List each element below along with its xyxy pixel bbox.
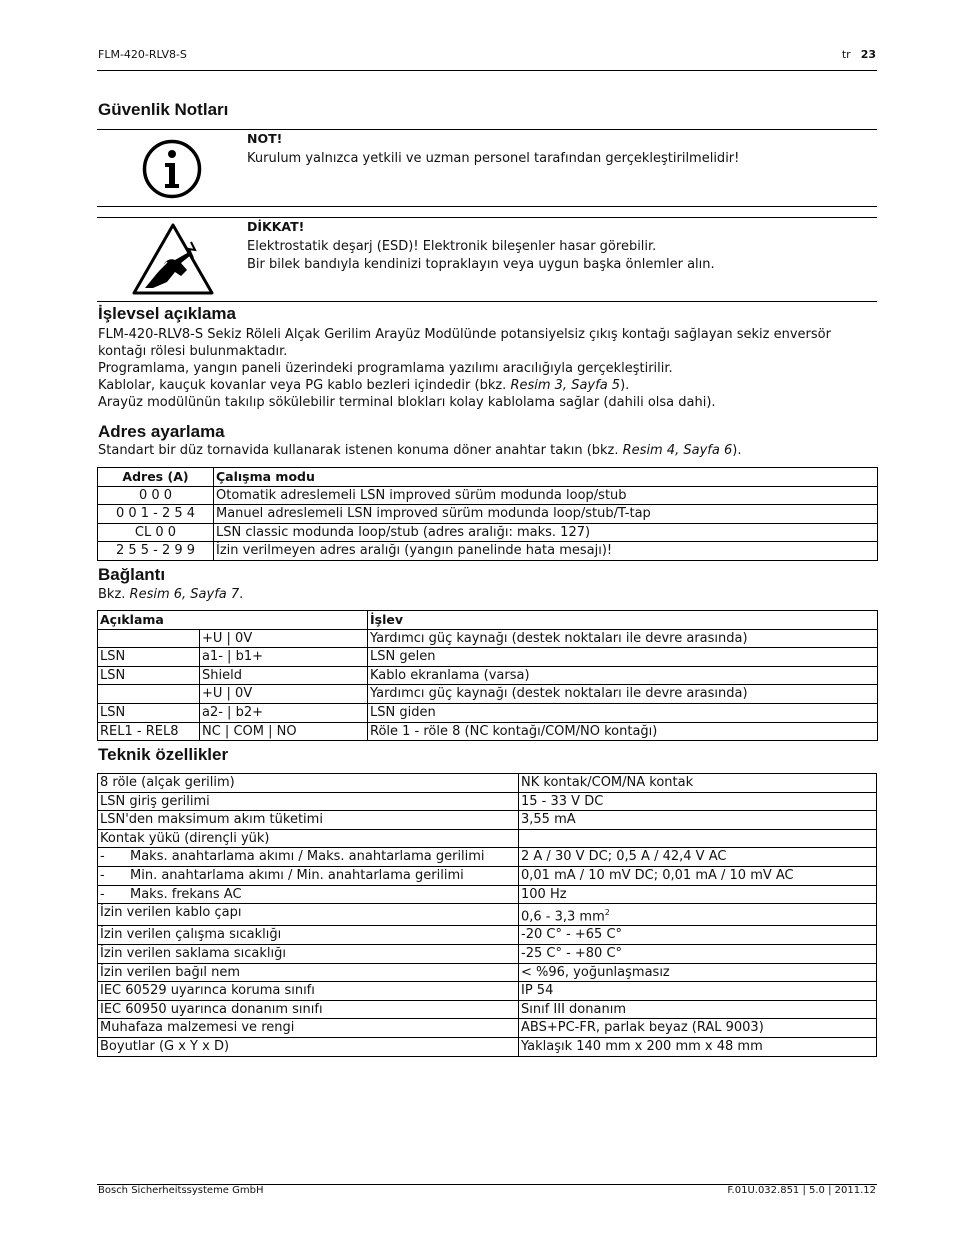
table-row [98,685,878,704]
header-lang: tr [841,48,851,61]
table-row [98,829,877,848]
spec-value: -25 C° - +80 C° [521,946,623,962]
cell: 0 0 1 - 2 5 4 [98,505,214,524]
spec-value: -20 C° - +65 C° [521,927,623,943]
spec-label: İzin verilen bağıl nem [100,964,240,980]
cell: REL1 - REL8 [98,722,200,741]
spec-label: Maks. frekans AC [130,886,242,902]
table-row [98,1038,877,1057]
column-header: Açıklama [98,611,368,630]
table-row [98,666,878,685]
spec-label-cell [98,963,519,982]
table-row [98,523,878,542]
table-row [98,774,877,793]
spec-label-cell [98,811,519,830]
table-row [98,629,878,648]
spec-label-cell [98,792,519,811]
figure-ref[interactable]: Resim 3, Sayfa 5 [510,378,621,393]
note-top-rule [97,129,877,130]
caution-text [247,238,715,274]
cell: 0 0 0 [98,486,214,505]
cell: Yardımcı güç kaynağı (destek noktaları ile devre arasında) [368,629,878,648]
caution-bottom-rule [97,301,877,302]
spec-label: İzin verilen kablo çapı [100,905,242,921]
table-row [98,866,877,885]
spec-value-cell [519,1038,877,1057]
functional-p4: Arayüz modülünün takılıp sökülebilir terminal blokları kolay kablolama sağlar (dahili olsa dahi). [98,395,716,410]
table-row [98,982,877,1001]
spec-value: < %96, yoğunlaşmasız [521,964,670,980]
cell: Kablo ekranlama (varsa) [368,666,878,685]
table-row [98,703,878,722]
spec-value-cell [519,926,877,945]
spec-label-cell [98,1000,519,1019]
info-icon [141,138,203,200]
spec-label: Kontak yükü (dirençli yük) [100,830,270,846]
specs-table [97,773,877,1057]
spec-value-cell [519,848,877,867]
cell: a2- | b2+ [200,703,368,722]
cell: İzin verilmeyen adres aralığı (yangın panelinde hata mesajı)! [214,542,878,561]
spec-value-cell [519,982,877,1001]
address-heading: Adres ayarlama [98,422,225,441]
note-text: Kurulum yalnızca yetkili ve uzman personel tarafından gerçekleştirilmelidir! [247,151,740,166]
spec-value: 15 - 33 V DC [521,793,604,809]
spec-label: IEC 60950 uyarınca donanım sınıfı [100,1001,323,1017]
spec-value: 0,6 - 3,3 mm [521,909,605,925]
table-row [98,963,877,982]
cell [98,629,200,648]
address-table [97,467,878,561]
table-row [98,811,877,830]
table-row [98,1019,877,1038]
note-label: NOT! [247,131,283,146]
header-rule [97,70,877,71]
spec-value: Yaklaşık 140 mm x 200 mm x 48 mm [521,1039,763,1055]
spec-value: 2 A / 30 V DC; 0,5 A / 42,4 V AC [521,849,727,865]
functional-p2: Programlama, yangın paneli üzerindeki programlama yazılımı aracılığıyla gerçekleştirilir. [98,361,673,376]
safety-heading: Güvenlik Notları [98,100,229,119]
cell: NC | COM | NO [200,722,368,741]
column-header: Adres (A) [98,468,214,487]
spec-label-cell [98,848,519,867]
cell [98,685,200,704]
spec-label: 8 röle (alçak gerilim) [100,775,235,790]
address-intro: Standart bir düz tornavida kullanarak istenen konuma döner anahtar takın (bkz. Resim 4, Sayfa 6). [98,443,742,458]
cell: a1- | b1+ [200,648,368,667]
table-row [98,926,877,945]
spec-value: 100 Hz [521,886,567,902]
functional-p1: FLM-420-RLV8-S Sekiz Röleli Alçak Gerilim Arayüz Modülünde potansiyelsiz çıkış kontağı sağlayan sekiz enversör kontağı rölesi bulunmaktadır. [98,327,831,359]
spec-value-cell [519,811,877,830]
table-row [98,505,878,524]
cell: LSN [98,703,200,722]
caution-top-rule [97,217,877,218]
spec-label-cell [98,1038,519,1057]
table-header-row [98,468,878,487]
table-row [98,792,877,811]
table-row [98,885,877,904]
column-header: Çalışma modu [214,468,878,487]
functional-body [98,326,878,411]
cell: LSN gelen [368,648,878,667]
cell: LSN classic modunda loop/stub (adres aralığı: maks. 127) [214,523,878,542]
spec-label: LSN'den maksimum akım tüketimi [100,812,323,828]
bullet-dash: - [100,886,105,902]
caution-label: DİKKAT! [247,219,305,234]
spec-label: Maks. anahtarlama akımı / Maks. anahtarlama gerilimi [130,849,485,865]
footer-doc-info: F.01U.032.851 | 5.0 | 2011.12 [727,1185,876,1196]
page-number: 23 [860,48,876,61]
cell: Otomatik adreslemeli LSN improved sürüm modunda loop/stub [214,486,878,505]
spec-value-cell [519,866,877,885]
figure-ref[interactable]: Resim 6, Sayfa 7 [129,587,240,602]
functional-p3: Kablolar, kauçuk kovanlar veya PG kablo bezleri içindedir (bkz. Resim 3, Sayfa 5). [98,378,630,393]
spec-label-cell [98,982,519,1001]
table-row [98,848,877,867]
figure-ref[interactable]: Resim 4, Sayfa 6 [622,443,733,458]
bullet-dash: - [100,867,105,883]
table-row [98,648,878,667]
table-row [98,1000,877,1019]
header-doc-id: FLM-420-RLV8-S [98,48,187,61]
table-header-row [98,611,878,630]
cell: +U | 0V [200,685,368,704]
table-row [98,722,878,741]
cell: CL 0 0 [98,523,214,542]
connection-intro: Bkz. Resim 6, Sayfa 7. [98,587,244,602]
spec-label-cell [98,1019,519,1038]
bullet-dash: - [100,849,105,865]
spec-value: NK kontak/COM/NA kontak [521,775,694,790]
esd-warning-icon [131,222,215,296]
cell: Shield [200,666,368,685]
spec-value-cell [519,885,877,904]
spec-label: İzin verilen çalışma sıcaklığı [100,927,282,943]
spec-value-cell [519,1000,877,1019]
spec-label-cell [98,866,519,885]
spec-value: IP 54 [521,983,554,999]
spec-value-cell [519,963,877,982]
header-page-info [842,48,876,61]
cell: Manuel adreslemeli LSN improved sürüm modunda loop/stub/T-tap [214,505,878,524]
spec-value-cell [519,829,877,848]
spec-label-cell [98,829,519,848]
cell: Yardımcı güç kaynağı (destek noktaları ile devre arasında) [368,685,878,704]
table-row [98,945,877,964]
cell: LSN [98,666,200,685]
spec-value: ABS+PC-FR, parlak beyaz (RAL 9003) [521,1020,764,1036]
cell: LSN giden [368,703,878,722]
superscript: 2 [604,908,610,918]
table-row [98,904,877,926]
cell: 2 5 5 - 2 9 9 [98,542,214,561]
functional-heading: İşlevsel açıklama [98,304,237,323]
footer-company: Bosch Sicherheitssysteme GmbH [98,1185,264,1196]
spec-label: İzin verilen saklama sıcaklığı [100,946,286,962]
table-row [98,542,878,561]
spec-label: Boyutlar (G x Y x D) [100,1039,230,1055]
connection-table [97,610,878,741]
spec-label-cell [98,774,519,793]
spec-label-cell [98,885,519,904]
spec-label-cell [98,945,519,964]
spec-value-cell [519,1019,877,1038]
spec-label-cell [98,926,519,945]
spec-value-cell [519,904,877,926]
cell: LSN [98,648,200,667]
spec-value-cell [519,792,877,811]
spec-value-cell [519,774,877,793]
spec-value-cell [519,945,877,964]
specs-heading: Teknik özellikler [98,745,229,764]
spec-label: Min. anahtarlama akımı / Min. anahtarlama gerilimi [130,867,464,883]
caution-line-1: Elektrostatik deşarj (ESD)! Elektronik bileşenler hasar görebilir. [247,239,657,254]
cell: +U | 0V [200,629,368,648]
spec-label-cell [98,904,519,926]
connection-heading: Bağlantı [98,565,166,584]
table-row [98,486,878,505]
column-header: İşlev [368,611,878,630]
cell: Röle 1 - röle 8 (NC kontağı/COM/NO kontağı) [368,722,878,741]
note-bottom-rule [97,206,877,207]
spec-label: IEC 60529 uyarınca koruma sınıfı [100,983,315,999]
caution-line-2: Bir bilek bandıyla kendinizi topraklayın veya uygun başka önlemler alın. [247,257,715,272]
spec-label: LSN giriş gerilimi [100,793,210,809]
spec-value: 3,55 mA [521,812,576,828]
spec-value: 0,01 mA / 10 mV DC; 0,01 mA / 10 mV AC [521,867,794,883]
spec-value: Sınıf III donanım [521,1001,626,1017]
spec-label: Muhafaza malzemesi ve rengi [100,1020,295,1036]
